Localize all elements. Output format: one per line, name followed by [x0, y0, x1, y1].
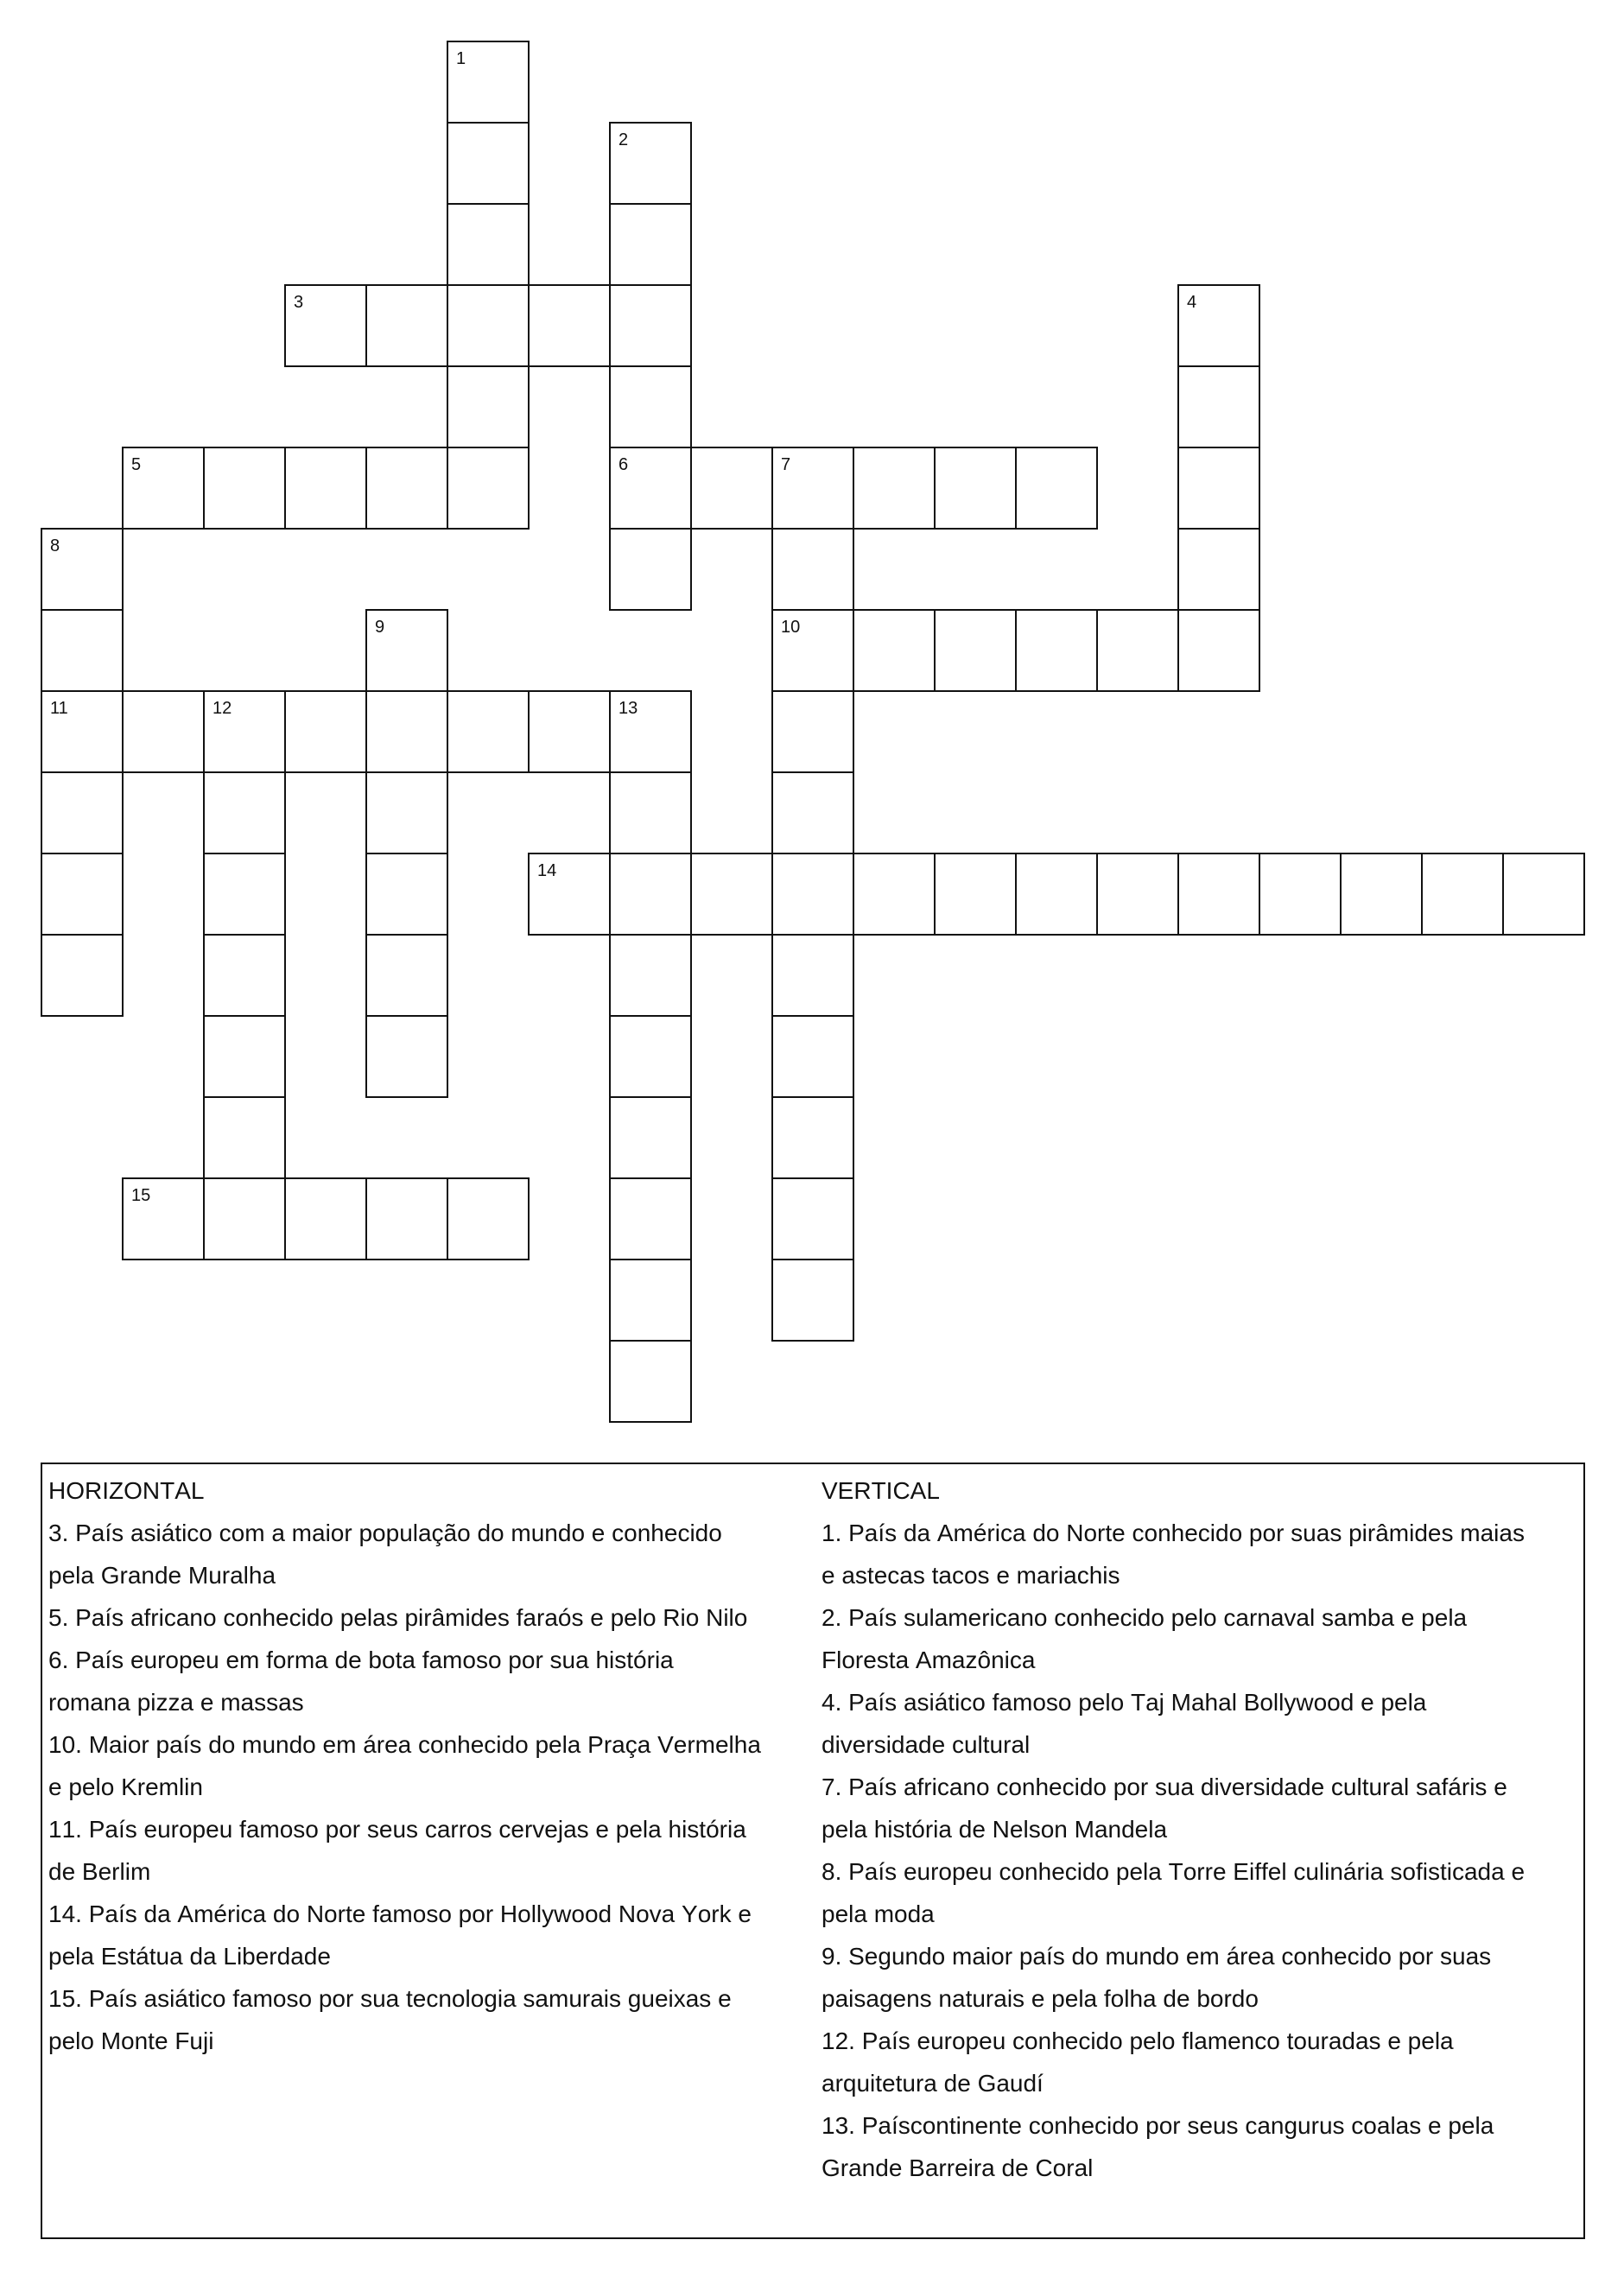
crossword-cell[interactable]	[853, 853, 936, 936]
crossword-cell[interactable]	[1340, 853, 1423, 936]
crossword-cell[interactable]	[203, 1177, 286, 1260]
crossword-cell[interactable]	[447, 690, 530, 773]
crossword-cell[interactable]	[771, 1177, 854, 1260]
clue-number-label: 12	[213, 699, 232, 718]
crossword-cell[interactable]	[771, 609, 854, 692]
crossword-cell[interactable]	[41, 771, 124, 854]
crossword-cell[interactable]	[690, 447, 773, 530]
crossword-cell[interactable]	[203, 853, 286, 936]
crossword-cell[interactable]	[771, 1259, 854, 1342]
crossword-cell[interactable]	[1421, 853, 1504, 936]
crossword-cell[interactable]	[284, 284, 367, 367]
crossword-cell[interactable]	[853, 447, 936, 530]
crossword-cell[interactable]	[934, 609, 1017, 692]
clue-number-label: 7	[781, 455, 791, 474]
crossword-cell[interactable]	[528, 690, 611, 773]
crossword-cell[interactable]	[365, 853, 448, 936]
crossword-cell[interactable]	[447, 1177, 530, 1260]
crossword-cell[interactable]	[284, 447, 367, 530]
crossword-cell[interactable]	[1096, 853, 1179, 936]
crossword-cell[interactable]	[609, 1259, 692, 1342]
crossword-cell[interactable]	[609, 1015, 692, 1098]
crossword-cell[interactable]	[1177, 609, 1260, 692]
clue-number-label: 15	[131, 1186, 151, 1205]
crossword-cell[interactable]	[1177, 284, 1260, 367]
down-heading: VERTICAL	[822, 1477, 940, 1504]
clue-across-15: 15. País asiático famoso por sua tecnologia samurais gueixas e pelo Monte Fuji	[48, 1985, 732, 2054]
crossword-cell[interactable]	[284, 1177, 367, 1260]
crossword-cell[interactable]	[528, 284, 611, 367]
crossword-cell[interactable]	[528, 853, 611, 936]
clue-down-2: 2. País sulamericano conhecido pelo carnaval samba e pela Floresta Amazônica	[822, 1604, 1468, 1673]
crossword-cell[interactable]	[609, 203, 692, 286]
crossword-cell[interactable]	[1015, 853, 1098, 936]
crossword-cell[interactable]	[609, 1340, 692, 1423]
crossword-cell[interactable]	[203, 1096, 286, 1179]
crossword-cell[interactable]	[771, 528, 854, 611]
down-clues-column	[822, 1469, 1535, 2189]
crossword-grid	[41, 41, 1585, 1423]
crossword-cell[interactable]	[41, 934, 124, 1017]
crossword-cell[interactable]	[771, 934, 854, 1017]
clue-across-5: 5. País africano conhecido pelas pirâmides faraós e pelo Rio Nilo	[48, 1604, 748, 1631]
crossword-cell[interactable]	[609, 934, 692, 1017]
crossword-cell[interactable]	[447, 447, 530, 530]
crossword-cell[interactable]	[771, 853, 854, 936]
crossword-cell[interactable]	[447, 365, 530, 448]
crossword-cell[interactable]	[934, 853, 1017, 936]
across-heading: HORIZONTAL	[48, 1477, 205, 1504]
crossword-cell[interactable]	[203, 690, 286, 773]
crossword-cell[interactable]	[853, 609, 936, 692]
clue-number-label: 14	[537, 861, 557, 880]
crossword-cell[interactable]	[203, 447, 286, 530]
crossword-cell[interactable]	[771, 1096, 854, 1179]
crossword-cell[interactable]	[365, 771, 448, 854]
clue-down-13: 13. Paíscontinente conhecido por seus cangurus coalas e pela Grande Barreira de Coral	[822, 2112, 1494, 2181]
clue-across-6: 6. País europeu em forma de bota famoso por sua história romana pizza e massas	[48, 1647, 674, 1716]
crossword-cell[interactable]	[41, 609, 124, 692]
clue-number-label: 2	[619, 130, 629, 149]
crossword-cell[interactable]	[365, 690, 448, 773]
clue-across-14: 14. País da América do Norte famoso por Hollywood Nova York e pela Estátua da Liberdade	[48, 1900, 752, 1970]
clue-down-4: 4. País asiático famoso pelo Taj Mahal Bollywood e pela diversidade cultural	[822, 1689, 1427, 1758]
crossword-cell[interactable]	[447, 41, 530, 124]
crossword-cell[interactable]	[609, 690, 692, 773]
crossword-cell[interactable]	[609, 1096, 692, 1179]
clue-number-label: 8	[50, 536, 60, 555]
crossword-cell[interactable]	[447, 122, 530, 205]
clue-across-3: 3. País asiático com a maior população do mundo e conhecido pela Grande Muralha	[48, 1520, 722, 1589]
crossword-cell[interactable]	[447, 284, 530, 367]
crossword-cell[interactable]	[122, 1177, 205, 1260]
crossword-cell[interactable]	[365, 609, 448, 692]
clue-number-label: 9	[375, 618, 385, 637]
crossword-cell[interactable]	[609, 853, 692, 936]
crossword-cell[interactable]	[690, 853, 773, 936]
crossword-cell[interactable]	[771, 447, 854, 530]
clues-box	[41, 1463, 1585, 2239]
crossword-cell[interactable]	[1177, 528, 1260, 611]
crossword-cell[interactable]	[365, 934, 448, 1017]
crossword-cell[interactable]	[771, 771, 854, 854]
clue-down-9: 9. Segundo maior país do mundo em área conhecido por suas paisagens naturais e pela folha de bordo	[822, 1943, 1492, 2012]
crossword-cell[interactable]	[609, 1177, 692, 1260]
crossword-cell[interactable]	[609, 122, 692, 205]
crossword-cell[interactable]	[365, 1177, 448, 1260]
crossword-cell[interactable]	[122, 690, 205, 773]
crossword-cell[interactable]	[365, 447, 448, 530]
clue-number-label: 3	[294, 293, 304, 312]
clue-number-label: 10	[781, 618, 801, 637]
crossword-cell[interactable]	[1096, 609, 1179, 692]
crossword-cell[interactable]	[203, 771, 286, 854]
crossword-cell[interactable]	[203, 934, 286, 1017]
clue-across-10: 10. Maior país do mundo em área conhecido pela Praça Vermelha e pelo Kremlin	[48, 1731, 761, 1800]
clue-number-label: 1	[456, 49, 466, 68]
crossword-cell[interactable]	[1177, 365, 1260, 448]
clue-number-label: 6	[619, 455, 629, 474]
crossword-cell[interactable]	[1177, 447, 1260, 530]
crossword-cell[interactable]	[609, 447, 692, 530]
clue-number-label: 4	[1187, 293, 1197, 312]
crossword-cell[interactable]	[447, 203, 530, 286]
crossword-cell[interactable]	[609, 365, 692, 448]
crossword-cell[interactable]	[1015, 447, 1098, 530]
crossword-cell[interactable]	[122, 447, 205, 530]
crossword-cell[interactable]	[1502, 853, 1585, 936]
across-clues-column	[48, 1469, 762, 2062]
clue-number-label: 5	[131, 455, 142, 474]
crossword-cell[interactable]	[1177, 853, 1260, 936]
crossword-cell[interactable]	[1015, 609, 1098, 692]
crossword-cell[interactable]	[771, 690, 854, 773]
crossword-cell[interactable]	[203, 1015, 286, 1098]
clue-number-label: 11	[50, 699, 68, 718]
crossword-cell[interactable]	[1259, 853, 1342, 936]
clue-down-8: 8. País europeu conhecido pela Torre Eiffel culinária sofisticada e pela moda	[822, 1858, 1526, 1927]
crossword-cell[interactable]	[609, 284, 692, 367]
crossword-cell[interactable]	[284, 690, 367, 773]
crossword-cell[interactable]	[609, 771, 692, 854]
clue-across-11: 11. País europeu famoso por seus carros cervejas e pela história de Berlim	[48, 1816, 746, 1885]
crossword-cell[interactable]	[365, 284, 448, 367]
clue-down-7: 7. País africano conhecido por sua diversidade cultural safáris e pela história de Nelson Mandela	[822, 1774, 1507, 1843]
crossword-cell[interactable]	[41, 853, 124, 936]
clue-down-12: 12. País europeu conhecido pelo flamenco touradas e pela arquitetura de Gaudí	[822, 2027, 1454, 2097]
crossword-cell[interactable]	[365, 1015, 448, 1098]
crossword-cell[interactable]	[41, 690, 124, 773]
crossword-cell[interactable]	[771, 1015, 854, 1098]
crossword-cell[interactable]	[609, 528, 692, 611]
clue-down-1: 1. País da América do Norte conhecido por suas pirâmides maias e astecas tacos e mariachis	[822, 1520, 1525, 1589]
crossword-cell[interactable]	[41, 528, 124, 611]
clue-number-label: 13	[619, 699, 638, 718]
crossword-cell[interactable]	[934, 447, 1017, 530]
